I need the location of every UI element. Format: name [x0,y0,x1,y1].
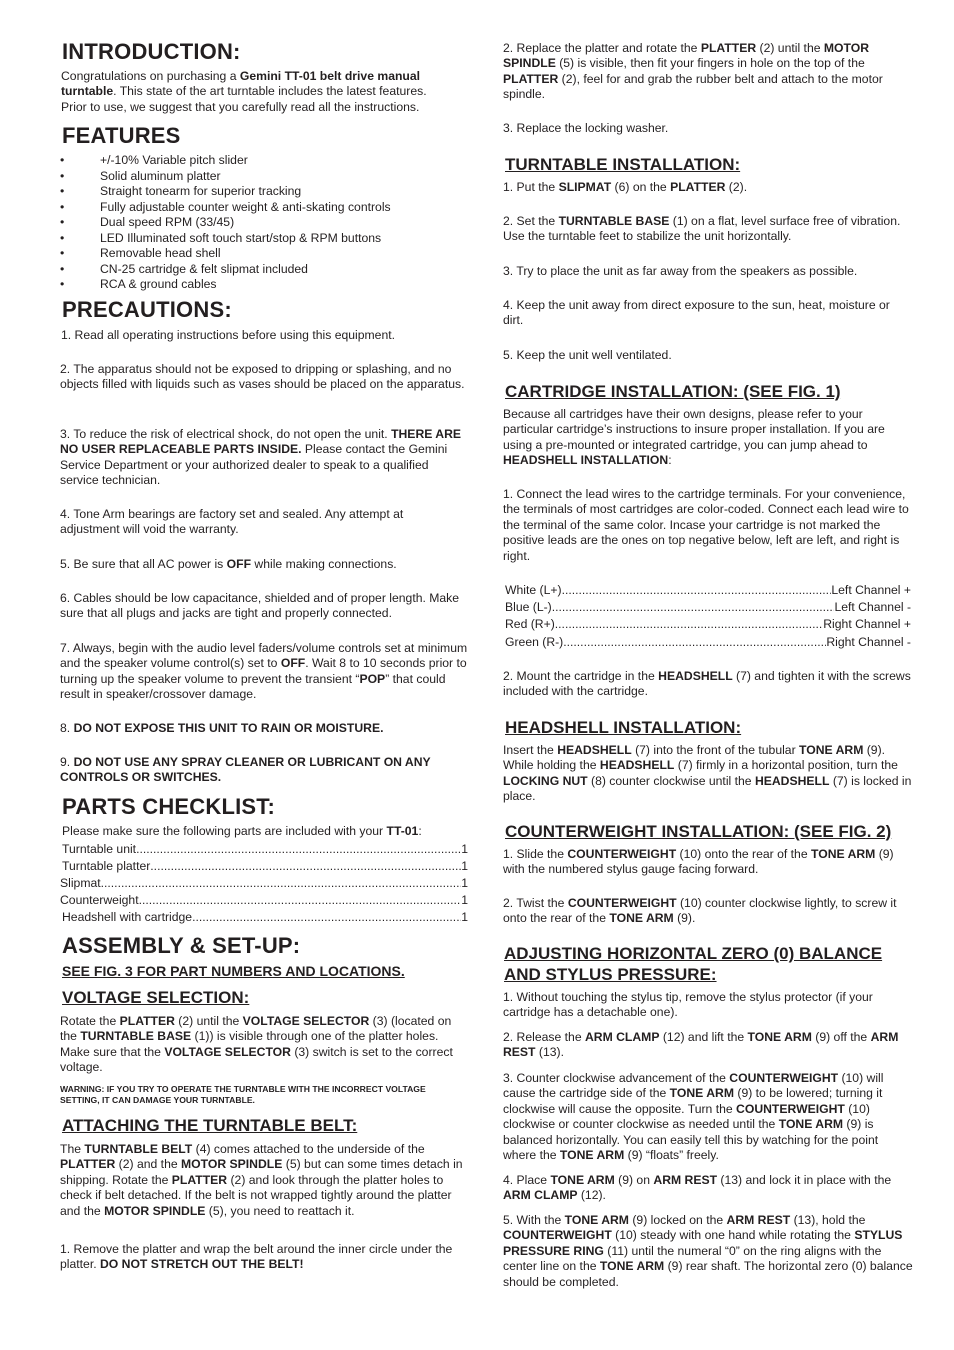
installation-step-1: 1. Put the SLIPMAT (6) on the PLATTER (2). [503,180,748,194]
channel-value: Right Channel + [823,617,911,631]
installation-step-2: 2. Set the TURNTABLE BASE (1) on a flat, level surface free of vibration. Use the turntable feet to stabilize the unit horizontally. [503,214,901,244]
parts-checklist-intro: Please make sure the following parts are included with your TT-01: [62,824,422,838]
leader-dots [552,600,835,615]
balance-heading-line-1: ADJUSTING HORIZONTAL ZERO (0) BALANCE [504,944,883,963]
leader-dots [139,893,462,908]
headshell-installation-heading: HEADSHELL INSTALLATION: [505,718,742,737]
belt-step-3: 3. Replace the locking washer. [503,121,669,135]
part-name: Turntable unit [62,842,137,856]
part-name: Turntable platter [62,859,151,873]
precaution-4: 4. Tone Arm bearings are factory set and sealed. Any attempt at adjustment will void the warranty. [60,507,404,537]
feature-item: • Straight tonearm for superior tracking [60,184,460,200]
balance-step-3: 3. Counter clockwise advancement of the COUNTERWEIGHT (10) will cause the cartridge side of the TONE ARM (9) to be lowered; turning it clockwise will cause the opposite. Turn the COUNTERWEIGHT (10) clockwise or counter clockwise as needed until the TONE ARM (9) is balanced horizontally. You can easily tell this by watching for the point where the TONE ARM (9) “floats” freely. [503,1071,884,1163]
wire-color-row [505,600,911,615]
part-quantity: 1 [461,910,468,924]
features-heading: FEATURES [62,123,181,148]
cartridge-step-2: 2. Mount the cartridge in the HEADSHELL (7) and tighten it with the screws included with the cartridge. [503,669,911,699]
part-name: Slipmat [60,876,101,890]
parts-checklist-row [62,842,468,857]
installation-step-3: 3. Try to place the unit as far away from the speakers as possible. [503,264,858,278]
leader-dots [563,635,826,650]
precaution-1: 1. Read all operating instructions before using this equipment. [61,328,396,342]
wire-color-label: White (L+) [505,583,562,597]
wire-color-label: Red (R+) [505,617,555,631]
part-quantity: 1 [461,893,468,907]
belt-step-2: 2. Replace the platter and rotate the PLATTER (2) until the MOTOR SPINDLE (5) is visible, then fit your fingers in hole on the top of the PLATTER (2), feel for and grab the rubber belt and attach to the motor spindle. [503,41,883,102]
wire-color-row [505,617,911,632]
balance-heading-line-2: AND STYLUS PRESSURE: [504,965,717,984]
precaution-7: 7. Always, begin with the audio level faders/volume controls set at minimum and the speaker volume control(s) set to OFF. Wait 8 to 10 seconds prior to turning up the speaker volume to prevent the transient “POP” that could result in speaker/crossover damage. [60,641,468,702]
belt-text: The TURNTABLE BELT (4) comes attached to the underside of the PLATTER (2) and the MOTOR SPINDLE (5) but can some times detach in shipping. Rotate the PLATTER (2) and look through the platter holes to check if belt detached. If the belt is not wrapped tightly around the platter and the MOTOR SPINDLE (5), you need to reattach it. [60,1142,463,1218]
wire-color-row [505,635,911,650]
leader-dots [192,910,461,925]
parts-checklist-heading: PARTS CHECKLIST: [62,794,276,819]
feature-item: • CN-25 cartridge & felt slipmat included [60,262,460,278]
precautions-heading: PRECAUTIONS: [62,297,232,322]
features-list [60,153,460,293]
wire-color-label: Blue (L-) [505,600,552,614]
leader-dots [555,617,823,632]
precaution-9: 9. DO NOT USE ANY SPRAY CLEANER OR LUBRICANT ON ANY CONTROLS OR SWITCHES. [60,755,431,785]
belt-step-1: 1. Remove the platter and wrap the belt around the inner circle under the platter. DO NOT STRETCH OUT THE BELT! [60,1242,453,1272]
belt-heading: ATTACHING THE TURNTABLE BELT: [62,1116,358,1135]
leader-dots [101,876,462,891]
counterweight-step-2: 2. Twist the COUNTERWEIGHT (10) counter clockwise lightly, to screw it onto the rear of the TONE ARM (9). [503,896,897,926]
precaution-2: 2. The apparatus should not be exposed to dripping or splashing, and no objects filled with liquids such as vases should be placed on the apparatus. [60,362,465,392]
balance-step-4: 4. Place TONE ARM (9) on ARM REST (13) and lock it in place with the ARM CLAMP (12). [503,1173,892,1203]
cartridge-intro: Because all cartridges have their own designs, please refer to your particular cartridge’s instructions to insure proper installation. If you are using a pre-mounted or integrated cartridge, you can jump ahead to HEADSHELL INSTALLATION: [503,407,885,468]
introduction-heading: INTRODUCTION: [62,39,241,64]
channel-value: Left Channel + [831,583,911,597]
balance-step-2: 2. Release the ARM CLAMP (12) and lift the TONE ARM (9) off the ARM REST (13). [503,1030,899,1060]
channel-value: Left Channel - [834,600,911,614]
counterweight-step-1: 1. Slide the COUNTERWEIGHT (10) onto the rear of the TONE ARM (9) with the numbered stylus gauge facing forward. [503,847,894,877]
balance-step-5: 5. With the TONE ARM (9) locked on the ARM REST (13), hold the COUNTERWEIGHT (10) steady with one hand while rotating the STYLUS PRESSURE RING (11) until the numeral “0” on the ring aligns with the center line on the TONE ARM (9) rear shaft. The horizontal zero (0) balance should be completed. [503,1213,913,1289]
wire-color-label: Green (R-) [505,635,564,649]
feature-item: • Removable head shell [60,246,460,262]
feature-item: • Solid aluminum platter [60,169,460,185]
cartridge-step-1: 1. Connect the lead wires to the cartridge terminals. For your convenience, the terminals of most cartridges are color-coded. Connect each lead wire to the terminal of the same color. Incase your cartridge is not marked the positive leads are the ones on top negative below, left are left, and right is right. [503,487,909,563]
leader-dots [150,859,461,874]
wire-color-row [505,583,911,598]
voltage-selection-text: Rotate the PLATTER (2) until the VOLTAGE SELECTOR (3) (located on the TURNTABLE BASE (1)) is visible through one of the platter holes. Make sure that the VOLTAGE SELECTOR (3) switch is set to the correct voltage. [60,1014,453,1075]
precaution-3: 3. To reduce the risk of electrical shock, do not open the unit. THERE ARE NO USER REPLACEABLE PARTS INSIDE. Please contact the Gemini Service Department or your authorized dealer to speak to a qualified service technician. [60,427,462,488]
part-name: Headshell with cartridge [62,910,193,924]
parts-checklist-row [62,910,468,925]
feature-item: • Dual speed RPM (33/45) [60,215,460,231]
feature-item: • +/-10% Variable pitch slider [60,153,460,169]
assembly-heading: ASSEMBLY & SET-UP: [62,933,301,958]
part-quantity: 1 [461,859,468,873]
part-quantity: 1 [461,842,468,856]
parts-checklist-row [60,893,468,908]
introduction-text: Congratulations on purchasing a Gemini TT-01 belt drive manual turntable. This state of the art turntable includes the latest features. Prior to use, we suggest that you carefully read all the instructions. [61,69,427,114]
part-quantity: 1 [461,876,468,890]
feature-item: • Fully adjustable counter weight & anti-skating controls [60,200,460,216]
channel-value: Right Channel - [826,635,911,649]
headshell-text: Insert the HEADSHELL (7) into the front of the tubular TONE ARM (9). While holding the HEADSHELL (7) firmly in a horizontal position, turn the LOCKING NUT (8) counter clockwise until the HEADSHELL (7) is locked in place. [503,743,912,804]
installation-step-5: 5. Keep the unit well ventilated. [503,348,672,362]
turntable-installation-heading: TURNTABLE INSTALLATION: [505,155,741,174]
parts-checklist-row [60,876,468,891]
installation-step-4: 4. Keep the unit away from direct exposure to the sun, heat, moisture or dirt. [503,298,890,328]
precaution-6: 6. Cables should be low capacitance, shielded and of proper length. Make sure that all plugs and jacks are tight and properly connected. [60,591,460,621]
leader-dots [562,583,832,598]
balance-step-1: 1. Without touching the stylus tip, remove the stylus protector (if your cartridge has a detachable one). [503,990,873,1020]
part-name: Counterweight [60,893,139,907]
feature-item: • LED Illuminated soft touch start/stop & RPM buttons [60,231,460,247]
assembly-subtitle: SEE FIG. 3 FOR PART NUMBERS AND LOCATIONS. [62,963,405,979]
precaution-5: 5. Be sure that all AC power is OFF while making connections. [60,557,397,571]
counterweight-installation-heading: COUNTERWEIGHT INSTALLATION: (SEE FIG. 2) [505,822,892,841]
feature-item: • RCA & ground cables [60,277,460,293]
cartridge-installation-heading: CARTRIDGE INSTALLATION: (SEE FIG. 1) [505,382,841,401]
voltage-selection-heading: VOLTAGE SELECTION: [62,988,250,1007]
voltage-warning: WARNING: IF YOU TRY TO OPERATE THE TURNTABLE WITH THE INCORRECT VOLTAGE SETTING, IT CAN DAMAGE YOUR TURNTABLE. [60,1084,426,1105]
leader-dots [136,842,461,857]
parts-checklist-row [62,859,468,874]
precaution-8: 8. DO NOT EXPOSE THIS UNIT TO RAIN OR MOISTURE. [60,721,384,735]
